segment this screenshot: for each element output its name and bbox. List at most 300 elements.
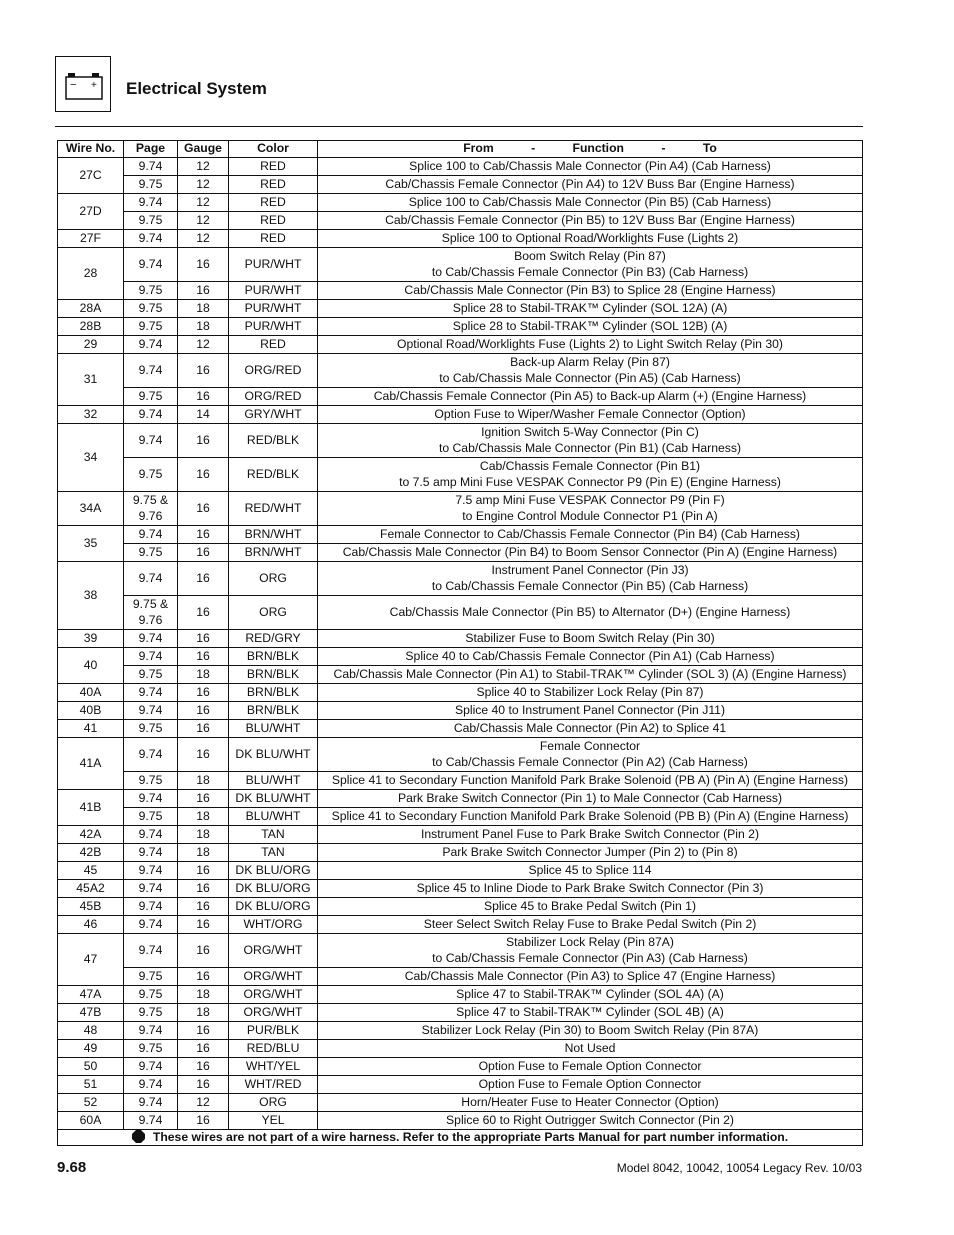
function-text: Ignition Switch 5-Way Connector (Pin C) xyxy=(481,425,699,440)
function-cell xyxy=(318,720,863,738)
table-row xyxy=(58,934,863,968)
table-row xyxy=(58,176,863,194)
color-cell: RED xyxy=(229,212,318,230)
table-row xyxy=(58,826,863,844)
function-text: 7.5 amp Mini Fuse VESPAK Connector P9 (Pin F) xyxy=(455,493,725,508)
color-cell: RED xyxy=(229,230,318,248)
gauge-cell: 16 xyxy=(178,790,229,808)
color-cell: YEL xyxy=(229,1112,318,1130)
page-cell xyxy=(124,388,178,406)
color-cell: WHT/YEL xyxy=(229,1058,318,1076)
function-text: Cab/Chassis Male Connector (Pin A2) to Splice 41 xyxy=(453,720,727,735)
gauge-cell: 16 xyxy=(178,862,229,880)
gauge-cell: 18 xyxy=(178,844,229,862)
gauge-cell: 16 xyxy=(178,596,229,630)
function-text-continued: to Cab/Chassis Female Connector (Pin B5) (Cab Harness) xyxy=(431,578,749,593)
page-cell xyxy=(124,986,178,1004)
page-ref: 9.74 xyxy=(138,942,163,957)
page-cell xyxy=(124,176,178,194)
function-text-continued: to Engine Control Module Connector P1 (Pin A) xyxy=(462,508,718,523)
color-cell: DK BLU/WHT xyxy=(229,738,318,772)
gauge-cell: 16 xyxy=(178,916,229,934)
gauge-cell: 16 xyxy=(178,1040,229,1058)
color-cell: WHT/ORG xyxy=(229,916,318,934)
function-text: Cab/Chassis Female Connector (Pin B5) to 12V Buss Bar (Engine Harness) xyxy=(385,212,795,227)
table-row xyxy=(58,282,863,300)
page-ref: 9.74 xyxy=(138,862,163,877)
function-text-continued: to Cab/Chassis Female Connector (Pin A2) (Cab Harness) xyxy=(432,754,748,769)
page-cell xyxy=(124,738,178,772)
gauge-cell: 16 xyxy=(178,934,229,968)
function-text: Splice 100 to Optional Road/Worklights Fuse (Lights 2) xyxy=(441,230,739,245)
page-ref: 9.74 xyxy=(138,630,163,645)
gauge-cell: 16 xyxy=(178,1022,229,1040)
wire-table-body xyxy=(58,158,863,1130)
page-ref: 9.74 xyxy=(138,432,163,447)
gauge-cell: 16 xyxy=(178,526,229,544)
function-cell xyxy=(318,790,863,808)
function-cell xyxy=(318,826,863,844)
gauge-cell: 18 xyxy=(178,318,229,336)
page-cell xyxy=(124,1076,178,1094)
function-text-continued: to Cab/Chassis Male Connector (Pin B1) (Cab Harness) xyxy=(438,440,742,455)
table-row xyxy=(58,562,863,596)
color-cell: ORG xyxy=(229,1094,318,1112)
color-cell: RED/BLU xyxy=(229,1040,318,1058)
page-cell xyxy=(124,158,178,176)
function-cell xyxy=(318,388,863,406)
function-text: Stabilizer Fuse to Boom Switch Relay (Pin 30) xyxy=(465,630,715,645)
table-row xyxy=(58,648,863,666)
model-revision: Model 8042, 10042, 10054 Legacy Rev. 10/03 xyxy=(616,1161,862,1175)
table-row xyxy=(58,544,863,562)
function-text: Cab/Chassis Male Connector (Pin B5) to Alternator (D+) (Engine Harness) xyxy=(389,604,791,619)
function-cell xyxy=(318,1004,863,1022)
page-ref-continued: 9.76 xyxy=(138,508,163,523)
wire-number-cell: 42A xyxy=(58,826,124,844)
wire-number-cell: 41 xyxy=(58,720,124,738)
function-cell xyxy=(318,458,863,492)
header-divider xyxy=(55,126,863,127)
color-cell: ORG/WHT xyxy=(229,986,318,1004)
function-text: Splice 41 to Secondary Function Manifold Park Brake Solenoid (PB B) (Pin A) (Engine Harness) xyxy=(331,808,849,823)
page-cell xyxy=(124,300,178,318)
battery-icon-graphic xyxy=(56,57,112,113)
color-cell: BRN/WHT xyxy=(229,544,318,562)
page-cell xyxy=(124,458,178,492)
page-cell xyxy=(124,916,178,934)
function-cell xyxy=(318,666,863,684)
page-ref: 9.74 xyxy=(138,844,163,859)
gauge-cell: 16 xyxy=(178,354,229,388)
wire-number-cell: 34A xyxy=(58,492,124,526)
page-ref: 9.75 xyxy=(138,300,163,315)
wire-table xyxy=(57,140,863,1146)
color-cell: BLU/WHT xyxy=(229,808,318,826)
table-row xyxy=(58,318,863,336)
table-row xyxy=(58,772,863,790)
gauge-cell: 12 xyxy=(178,158,229,176)
gauge-cell: 16 xyxy=(178,282,229,300)
page-ref: 9.75 xyxy=(138,986,163,1001)
function-cell xyxy=(318,354,863,388)
wire-number-cell: 40B xyxy=(58,702,124,720)
table-row xyxy=(58,300,863,318)
function-text: Instrument Panel Connector (Pin J3) xyxy=(491,563,689,578)
page-ref-continued: 9.76 xyxy=(138,612,163,627)
table-row xyxy=(58,458,863,492)
function-cell xyxy=(318,808,863,826)
function-text: Splice 47 to Stabil-TRAK™ Cylinder (SOL 4B) (A) xyxy=(456,1004,724,1019)
page-cell xyxy=(124,1040,178,1058)
page-number: 9.68 xyxy=(57,1159,87,1176)
gauge-cell: 16 xyxy=(178,1112,229,1130)
wire-number-cell: 60A xyxy=(58,1112,124,1130)
function-cell xyxy=(318,898,863,916)
page-cell xyxy=(124,230,178,248)
wire-number-cell: 45B xyxy=(58,898,124,916)
table-row xyxy=(58,808,863,826)
wire-number-cell: 49 xyxy=(58,1040,124,1058)
function-text-continued: to Cab/Chassis Female Connector (Pin B3) (Cab Harness) xyxy=(431,264,749,279)
notice-text: These wires are not part of a wire harness. Refer to the appropriate Parts Manual for part number information. xyxy=(152,1130,789,1144)
page-ref: 9.74 xyxy=(138,194,163,209)
table-row xyxy=(58,880,863,898)
col-header-from: From xyxy=(463,141,494,156)
function-cell xyxy=(318,738,863,772)
function-cell xyxy=(318,526,863,544)
function-text: Splice 41 to Secondary Function Manifold Park Brake Solenoid (PB A) (Pin A) (Engine Harness) xyxy=(331,772,849,787)
page-cell xyxy=(124,282,178,300)
gauge-cell: 16 xyxy=(178,968,229,986)
gauge-cell: 16 xyxy=(178,720,229,738)
gauge-cell: 14 xyxy=(178,406,229,424)
page-ref: 9.74 xyxy=(138,648,163,663)
page-cell xyxy=(124,684,178,702)
battery-icon xyxy=(55,56,111,112)
table-row xyxy=(58,596,863,630)
function-cell xyxy=(318,194,863,212)
color-cell: ORG xyxy=(229,562,318,596)
page-cell xyxy=(124,666,178,684)
function-cell xyxy=(318,934,863,968)
color-cell: DK BLU/WHT xyxy=(229,790,318,808)
table-row xyxy=(58,1040,863,1058)
function-text: Instrument Panel Fuse to Park Brake Switch Connector (Pin 2) xyxy=(420,826,759,841)
wire-number-cell: 27D xyxy=(58,194,124,230)
function-cell xyxy=(318,772,863,790)
function-cell xyxy=(318,702,863,720)
gauge-cell: 12 xyxy=(178,176,229,194)
function-text: Stabilizer Lock Relay (Pin 30) to Boom Switch Relay (Pin 87A) xyxy=(421,1022,759,1037)
function-cell xyxy=(318,300,863,318)
page-cell xyxy=(124,648,178,666)
color-cell: BRN/BLK xyxy=(229,702,318,720)
color-cell: GRY/WHT xyxy=(229,406,318,424)
table-row xyxy=(58,630,863,648)
table-row xyxy=(58,388,863,406)
page-cell xyxy=(124,702,178,720)
page-ref: 9.75 xyxy=(138,666,163,681)
page-ref: 9.75 xyxy=(138,318,163,333)
notice-cell xyxy=(58,1130,863,1146)
wire-number-cell: 34 xyxy=(58,424,124,492)
function-text: Cab/Chassis Male Connector (Pin B4) to Boom Sensor Connector (Pin A) (Engine Harness) xyxy=(342,544,838,559)
page-ref: 9.75 xyxy=(138,212,163,227)
color-cell: RED/BLK xyxy=(229,458,318,492)
table-row xyxy=(58,790,863,808)
function-cell xyxy=(318,282,863,300)
page-ref: 9.74 xyxy=(138,684,163,699)
table-row xyxy=(58,1112,863,1130)
table-row xyxy=(58,898,863,916)
color-cell: ORG/WHT xyxy=(229,1004,318,1022)
function-text: Splice 100 to Cab/Chassis Male Connector (Pin B5) (Cab Harness) xyxy=(408,194,772,209)
table-header-row xyxy=(58,141,863,158)
page-cell xyxy=(124,934,178,968)
color-cell: DK BLU/ORG xyxy=(229,880,318,898)
function-cell xyxy=(318,880,863,898)
page-ref: 9.74 xyxy=(138,790,163,805)
wire-number-cell: 41B xyxy=(58,790,124,826)
page-ref: 9.75 xyxy=(138,544,163,559)
table-row xyxy=(58,916,863,934)
gauge-cell: 16 xyxy=(178,492,229,526)
gauge-cell: 16 xyxy=(178,458,229,492)
table-row xyxy=(58,968,863,986)
wire-number-cell: 48 xyxy=(58,1022,124,1040)
wire-number-cell: 46 xyxy=(58,916,124,934)
table-row xyxy=(58,702,863,720)
wire-number-cell: 29 xyxy=(58,336,124,354)
color-cell: RED/GRY xyxy=(229,630,318,648)
page-ref: 9.74 xyxy=(138,230,163,245)
page-cell xyxy=(124,318,178,336)
function-text: Splice 45 to Inline Diode to Park Brake Switch Connector (Pin 3) xyxy=(416,880,764,895)
color-cell: BRN/BLK xyxy=(229,684,318,702)
page-ref: 9.74 xyxy=(138,702,163,717)
page-cell xyxy=(124,790,178,808)
wire-number-cell: 28B xyxy=(58,318,124,336)
color-cell: ORG/RED xyxy=(229,388,318,406)
function-cell xyxy=(318,176,863,194)
page-ref: 9.74 xyxy=(138,362,163,377)
wire-number-cell: 45A2 xyxy=(58,880,124,898)
wire-number-cell: 40 xyxy=(58,648,124,684)
gauge-cell: 18 xyxy=(178,300,229,318)
function-cell xyxy=(318,248,863,282)
gauge-cell: 16 xyxy=(178,388,229,406)
color-cell: ORG/WHT xyxy=(229,934,318,968)
function-cell xyxy=(318,562,863,596)
col-header-from-function-to xyxy=(318,141,863,158)
page-cell xyxy=(124,968,178,986)
page-cell xyxy=(124,1022,178,1040)
page-ref: 9.74 xyxy=(138,1076,163,1091)
col-header-to: To xyxy=(702,141,717,156)
color-cell: PUR/WHT xyxy=(229,282,318,300)
page-cell xyxy=(124,844,178,862)
wire-number-cell: 41A xyxy=(58,738,124,790)
color-cell: PUR/WHT xyxy=(229,300,318,318)
color-cell: ORG/WHT xyxy=(229,968,318,986)
table-row xyxy=(58,1004,863,1022)
page-ref: 9.74 xyxy=(138,1094,163,1109)
page-cell xyxy=(124,898,178,916)
page-cell xyxy=(124,354,178,388)
wire-number-cell: 38 xyxy=(58,562,124,630)
page-ref: 9.75 xyxy=(138,388,163,403)
function-cell xyxy=(318,406,863,424)
function-text-continued: to 7.5 amp Mini Fuse VESPAK Connector P9 (Pin E) (Engine Harness) xyxy=(399,474,781,489)
wire-number-cell: 52 xyxy=(58,1094,124,1112)
color-cell: BLU/WHT xyxy=(229,772,318,790)
function-text: Splice 40 to Instrument Panel Connector (Pin J11) xyxy=(454,702,726,717)
gauge-cell: 16 xyxy=(178,684,229,702)
gauge-cell: 12 xyxy=(178,230,229,248)
gauge-cell: 18 xyxy=(178,666,229,684)
page-ref: 9.75 xyxy=(138,808,163,823)
page-ref: 9.75 xyxy=(138,466,163,481)
page-cell xyxy=(124,1058,178,1076)
table-row xyxy=(58,212,863,230)
page-cell xyxy=(124,492,178,526)
gauge-cell: 16 xyxy=(178,738,229,772)
table-row xyxy=(58,684,863,702)
gauge-cell: 16 xyxy=(178,702,229,720)
page-ref: 9.75 xyxy=(138,772,163,787)
gauge-cell: 18 xyxy=(178,826,229,844)
color-cell: RED xyxy=(229,158,318,176)
page-cell xyxy=(124,562,178,596)
page-ref: 9.74 xyxy=(138,406,163,421)
table-row xyxy=(58,720,863,738)
wire-number-cell: 40A xyxy=(58,684,124,702)
gauge-cell: 16 xyxy=(178,648,229,666)
table-row xyxy=(58,844,863,862)
table-row xyxy=(58,1058,863,1076)
function-text-continued: to Cab/Chassis Female Connector (Pin A3) (Cab Harness) xyxy=(432,950,748,965)
wire-number-cell: 28A xyxy=(58,300,124,318)
function-text: Cab/Chassis Female Connector (Pin A5) to Back-up Alarm (+) (Engine Harness) xyxy=(373,388,807,403)
color-cell: PUR/WHT xyxy=(229,318,318,336)
page-cell xyxy=(124,596,178,630)
color-cell: RED xyxy=(229,336,318,354)
wire-number-cell: 47 xyxy=(58,934,124,986)
page-ref: 9.74 xyxy=(138,746,163,761)
wire-number-cell: 45 xyxy=(58,862,124,880)
function-cell xyxy=(318,318,863,336)
function-text: Splice 40 to Stabilizer Lock Relay (Pin 87) xyxy=(476,684,704,699)
function-cell xyxy=(318,336,863,354)
table-row xyxy=(58,666,863,684)
function-text: Cab/Chassis Male Connector (Pin A1) to Stabil-TRAK™ Cylinder (SOL 3) (A) (Engine Harness) xyxy=(333,666,847,681)
function-text: Cab/Chassis Male Connector (Pin B3) to Splice 28 (Engine Harness) xyxy=(404,282,776,297)
function-cell xyxy=(318,596,863,630)
function-text: Cab/Chassis Male Connector (Pin A3) to Splice 47 (Engine Harness) xyxy=(404,968,776,983)
gauge-cell: 16 xyxy=(178,562,229,596)
function-cell xyxy=(318,968,863,986)
gauge-cell: 16 xyxy=(178,424,229,458)
page-ref: 9.74 xyxy=(138,880,163,895)
function-text: Female Connector xyxy=(539,739,641,754)
function-cell xyxy=(318,630,863,648)
page-ref: 9.75 xyxy=(138,968,163,983)
col-header-separator: - xyxy=(531,141,536,156)
page-cell xyxy=(124,880,178,898)
function-cell xyxy=(318,492,863,526)
wire-number-cell: 47B xyxy=(58,1004,124,1022)
battery-minus-sign: − xyxy=(70,79,77,91)
page-cell xyxy=(124,630,178,648)
function-text: Splice 28 to Stabil-TRAK™ Cylinder (SOL 12A) (A) xyxy=(452,300,728,315)
function-text: Steer Select Switch Relay Fuse to Brake Pedal Switch (Pin 2) xyxy=(423,916,757,931)
function-text: Optional Road/Worklights Fuse (Lights 2) to Light Switch Relay (Pin 30) xyxy=(397,336,783,351)
page-cell xyxy=(124,406,178,424)
wire-number-cell: 51 xyxy=(58,1076,124,1094)
col-header-page: Page xyxy=(124,141,178,158)
col-header-function: Function xyxy=(572,141,624,156)
page-cell xyxy=(124,1094,178,1112)
table-row xyxy=(58,194,863,212)
function-cell xyxy=(318,1094,863,1112)
table-row xyxy=(58,424,863,458)
function-text: Option Fuse to Wiper/Washer Female Connector (Option) xyxy=(434,406,746,421)
table-row xyxy=(58,354,863,388)
gauge-cell: 12 xyxy=(178,194,229,212)
notice-row xyxy=(58,1130,863,1146)
function-text: Back-up Alarm Relay (Pin 87) xyxy=(510,355,670,370)
gauge-cell: 16 xyxy=(178,630,229,648)
wire-number-cell: 28 xyxy=(58,248,124,300)
page-ref: 9.74 xyxy=(138,336,163,351)
function-text: Option Fuse to Female Option Connector xyxy=(478,1058,702,1073)
page-cell xyxy=(124,336,178,354)
col-header-separator: - xyxy=(661,141,666,156)
page-cell xyxy=(124,862,178,880)
page-cell xyxy=(124,720,178,738)
function-text: Boom Switch Relay (Pin 87) xyxy=(514,249,666,264)
function-cell xyxy=(318,1058,863,1076)
page-cell xyxy=(124,1112,178,1130)
color-cell: BRN/BLK xyxy=(229,648,318,666)
gauge-cell: 12 xyxy=(178,336,229,354)
page-cell xyxy=(124,826,178,844)
page-cell xyxy=(124,212,178,230)
function-text: Splice 45 to Splice 114 xyxy=(528,862,652,877)
gauge-cell: 16 xyxy=(178,1058,229,1076)
gauge-cell: 18 xyxy=(178,772,229,790)
table-row xyxy=(58,158,863,176)
function-cell xyxy=(318,1112,863,1130)
page-ref: 9.74 xyxy=(138,1022,163,1037)
function-text: Splice 47 to Stabil-TRAK™ Cylinder (SOL 4A) (A) xyxy=(456,986,724,1001)
table-row xyxy=(58,230,863,248)
table-row xyxy=(58,248,863,282)
color-cell: ORG xyxy=(229,596,318,630)
page-ref: 9.75 & xyxy=(132,597,169,612)
color-cell: PUR/WHT xyxy=(229,248,318,282)
page-cell xyxy=(124,248,178,282)
function-cell xyxy=(318,648,863,666)
function-cell xyxy=(318,1022,863,1040)
color-cell: RED/BLK xyxy=(229,424,318,458)
octagon-bullet-icon xyxy=(132,1130,145,1143)
color-cell: BLU/WHT xyxy=(229,720,318,738)
gauge-cell: 16 xyxy=(178,1076,229,1094)
gauge-cell: 12 xyxy=(178,1094,229,1112)
color-cell: WHT/RED xyxy=(229,1076,318,1094)
